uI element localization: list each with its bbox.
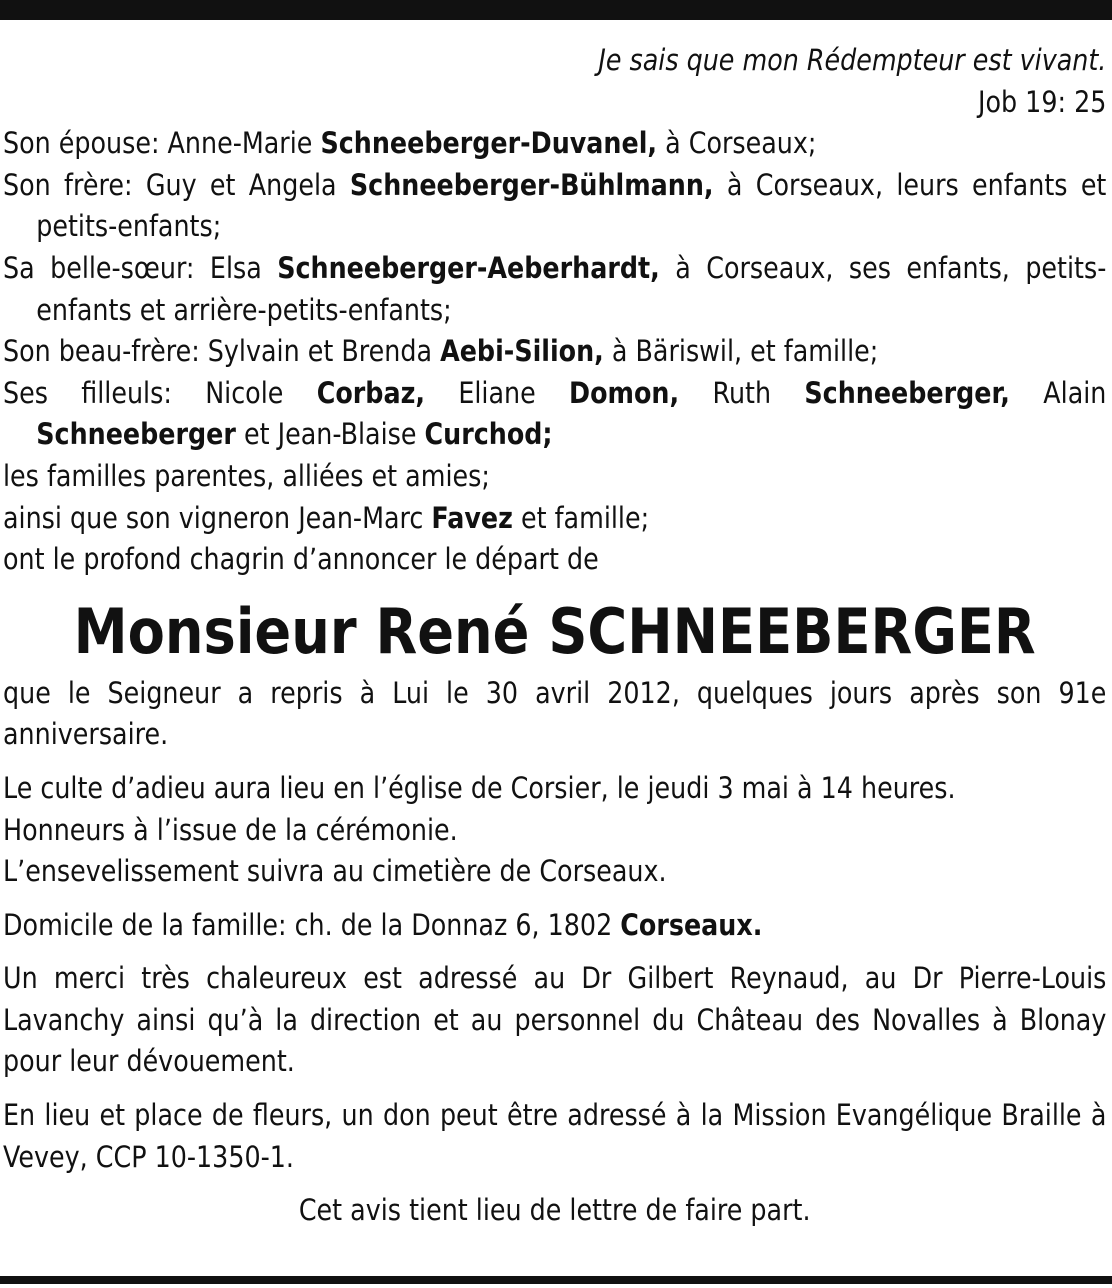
- closing-line: Cet avis tient lieu de lettre de faire part.: [298, 1193, 811, 1228]
- text-segment: et famille;: [512, 500, 650, 535]
- bold-name: Schneeberger,: [804, 375, 1010, 410]
- text-segment: à Corseaux, leurs enfants et petits-enfants;: [36, 167, 1107, 244]
- text-segment: Alain: [1009, 375, 1107, 410]
- body-paragraph: [3, 810, 1106, 852]
- epigraph-quote: Je sais que mon Rédempteur est vivant.: [598, 43, 1107, 77]
- text-segment: En lieu et place de fleurs, un don peut être adressé à la Mission Evangélique Braille à Vevey, CCP 10-1350-1.: [3, 1098, 1107, 1174]
- mourner-entry: [3, 123, 1106, 165]
- mourners-list: [3, 123, 1106, 456]
- text-segment: Domicile de la famille: ch. de la Donnaz 6, 1802: [3, 907, 621, 942]
- text-segment: à Corseaux;: [657, 126, 817, 161]
- bold-name: Domon,: [569, 375, 680, 410]
- text-segment: Un merci très chaleureux est adressé au Dr Gilbert Reynaud, au Dr Pierre-Louis Lavanchy ainsi qu’à la direction et au personnel du Château des Novalles à Blonay pour leur dévouement.: [3, 961, 1107, 1079]
- mourner-entry: [3, 331, 1106, 373]
- family-lines: [3, 456, 1106, 581]
- text-segment: à Bäriswil, et famille;: [603, 334, 879, 369]
- text-segment: Ses filleuls: Nicole: [3, 375, 317, 410]
- bold-name: Curchod;: [424, 417, 553, 452]
- text-segment: Son frère: Guy et Angela: [3, 167, 350, 202]
- body-paragraph: [3, 673, 1106, 756]
- bold-name: Corbaz,: [316, 375, 425, 410]
- epigraph-reference: Job 19: 25: [977, 84, 1107, 119]
- text-segment: ont le profond chagrin d’annoncer le départ de: [3, 542, 599, 577]
- family-line: [3, 539, 1106, 581]
- text-segment: Sa belle-sœur: Elsa: [3, 250, 278, 285]
- bold-name: Schneeberger-Aeberhardt,: [277, 250, 660, 285]
- bold-name: Corseaux.: [620, 907, 763, 942]
- body-paragraph: [3, 851, 1106, 893]
- text-segment: Son beau-frère: Sylvain et Brenda: [3, 334, 441, 369]
- text-segment: Honneurs à l’issue de la cérémonie.: [3, 812, 458, 847]
- text-segment: à Corseaux, ses enfants, petits-enfants et arrière-petits-enfants;: [36, 250, 1107, 327]
- text-segment: Le culte d’adieu aura lieu en l’église de Corsier, le jeudi 3 mai à 14 heures.: [3, 770, 956, 805]
- text-segment: et Jean-Blaise: [235, 417, 425, 452]
- family-line: [3, 456, 1106, 498]
- body-paragraph: [3, 905, 1106, 947]
- family-line: [3, 498, 1106, 540]
- body-paragraph: [3, 768, 1106, 810]
- body-paragraph: [3, 958, 1106, 1083]
- text-segment: L’ensevelissement suivra au cimetière de Corseaux.: [3, 854, 667, 889]
- bottom-border-rule: [0, 1276, 1112, 1284]
- body-paragraph: [3, 1095, 1106, 1178]
- bold-name: Aebi-Silion,: [440, 334, 604, 369]
- mourner-entry: [3, 373, 1106, 456]
- top-border-rule: [0, 0, 1112, 20]
- bold-name: Schneeberger-Bühlmann,: [349, 167, 714, 202]
- text-segment: que le Seigneur a repris à Lui le 30 avril 2012, quelques jours après son 91e anniversaire.: [3, 675, 1107, 752]
- notice-body: [3, 673, 1106, 1179]
- bold-name: Schneeberger: [36, 417, 236, 452]
- text-segment: Son épouse: Anne-Marie: [3, 126, 321, 161]
- bold-name: Favez: [431, 500, 513, 535]
- deceased-name: Monsieur René SCHNEEBERGER: [73, 594, 1036, 668]
- obituary-notice: [3, 40, 1106, 1232]
- bold-name: Schneeberger-Duvanel,: [320, 126, 658, 161]
- text-segment: Ruth: [679, 375, 805, 410]
- mourner-entry: [3, 165, 1106, 248]
- text-segment: ainsi que son vigneron Jean-Marc: [3, 500, 432, 535]
- mourner-entry: [3, 248, 1106, 331]
- text-segment: Eliane: [424, 375, 570, 410]
- text-segment: les familles parentes, alliées et amies;: [3, 458, 490, 493]
